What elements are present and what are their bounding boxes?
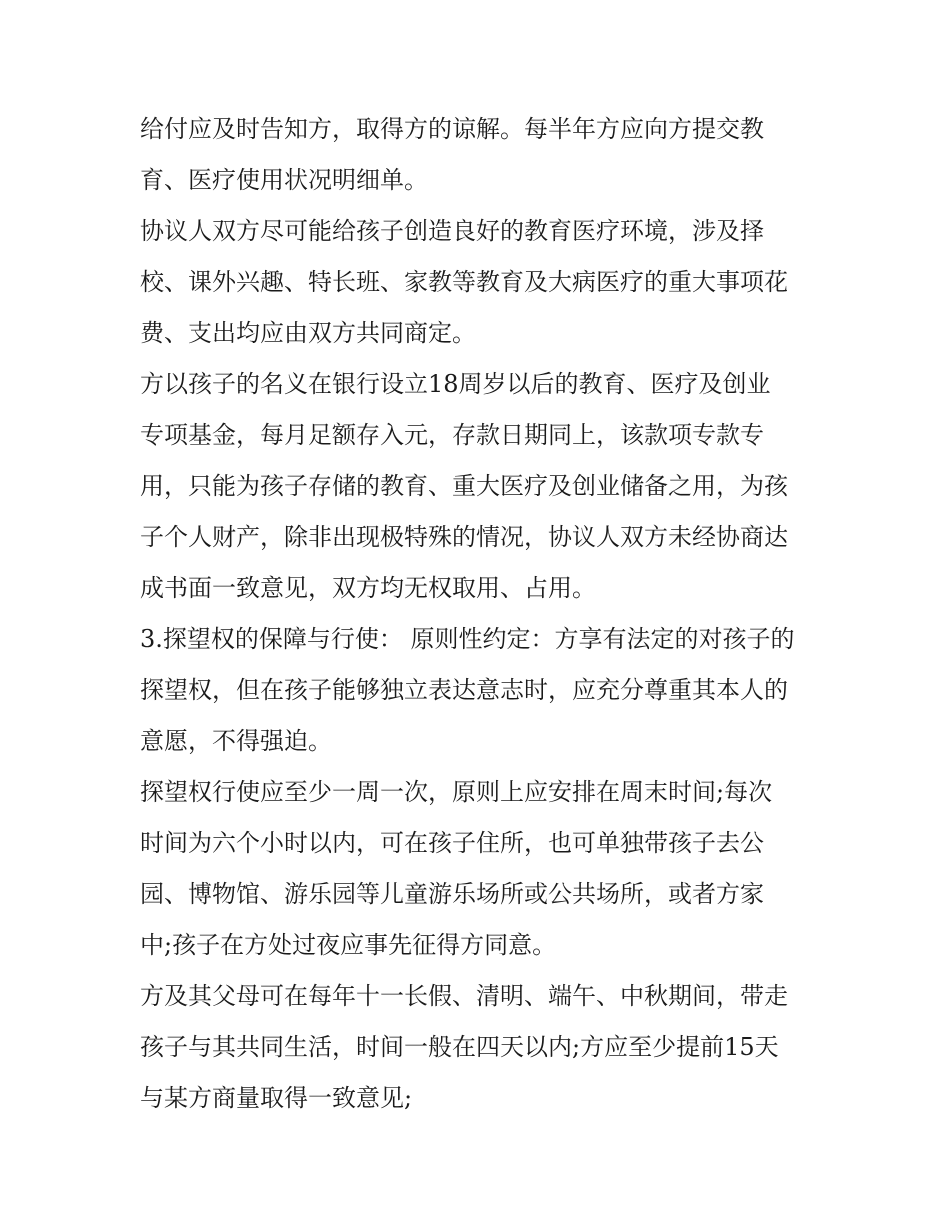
paragraph-visitation-schedule	[140, 767, 820, 971]
text-line: 子个人财产，除非出现极特殊的情况，协议人双方未经协商达	[140, 523, 788, 551]
paragraph-payment-notice	[140, 104, 820, 206]
text-line: 协议人双方尽可能给孩子创造良好的教育医疗环境，涉及择	[140, 217, 764, 245]
text-line: 用，只能为孩子存储的教育、重大医疗及创业储备之用，为孩	[140, 472, 788, 500]
text-line: 探望权行使应至少一周一次，原则上应安排在周末时间;每次	[140, 778, 773, 806]
text-line: 孩子与其共同生活，时间一般在四天以内;方应至少提前15天	[140, 1033, 779, 1061]
text-line: 成书面一致意见，双方均无权取用、占用。	[140, 574, 596, 602]
paragraph-special-fund	[140, 359, 820, 614]
text-line: 与某方商量取得一致意见;	[140, 1084, 413, 1112]
paragraph-visitation-rights	[140, 614, 820, 767]
text-line: 时间为六个小时以内，可在孩子住所，也可单独带孩子去公	[140, 829, 764, 857]
text-line: 校、课外兴趣、特长班、家教等教育及大病医疗的重大事项花	[140, 268, 788, 296]
text-line: 方以孩子的名义在银行设立18周岁以后的教育、医疗及创业	[140, 370, 771, 398]
text-line: 方及其父母可在每年十一长假、清明、端午、中秋期间，带走	[140, 982, 788, 1010]
text-line: 意愿，不得强迫。	[140, 727, 332, 755]
text-line: 育、医疗使用状况明细单。	[140, 166, 428, 194]
paragraph-education-environment	[140, 206, 820, 359]
text-line: 园、博物馆、游乐园等儿童游乐场所或公共场所，或者方家	[140, 880, 764, 908]
text-line: 给付应及时告知方，取得方的谅解。每半年方应向方提交教	[140, 115, 764, 143]
text-line: 专项基金，每月足额存入元，存款日期同上，该款项专款专	[140, 421, 764, 449]
text-line: 中;孩子在方处过夜应事先征得方同意。	[140, 931, 557, 959]
text-line: 费、支出均应由双方共同商定。	[140, 319, 476, 347]
text-line: 探望权，但在孩子能够独立表达意志时，应充分尊重其本人的	[140, 676, 788, 704]
paragraph-holiday-visits	[140, 971, 820, 1124]
text-line: 3.探望权的保障与行使： 原则性约定：方享有法定的对孩子的	[140, 625, 795, 653]
document-body	[140, 104, 820, 1124]
